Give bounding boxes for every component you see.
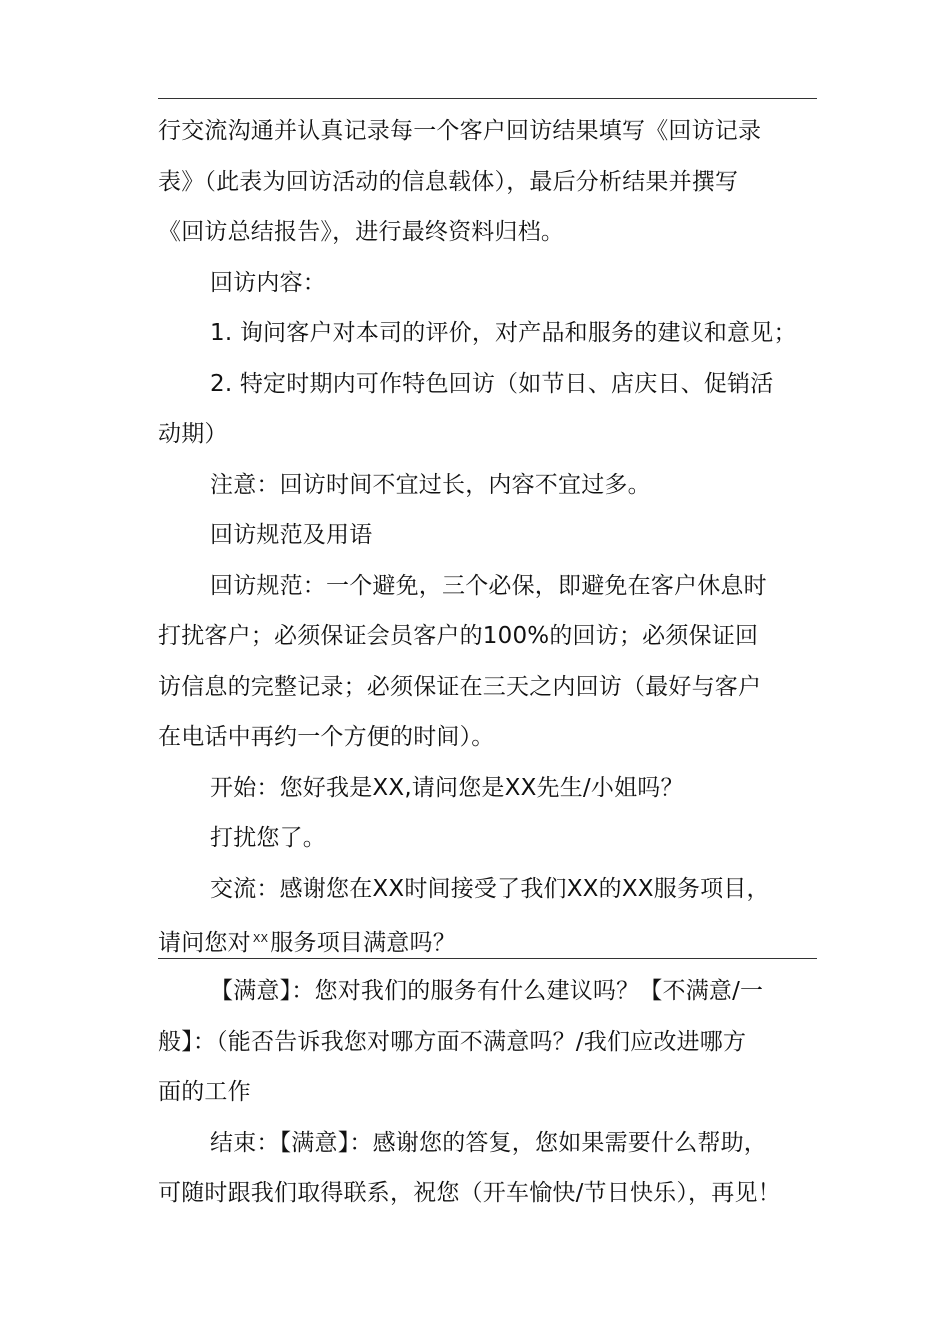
paragraph-line: 在电话中再约一个方便的时间）。 [158, 724, 495, 750]
text-fragment: 服务项目满意吗？ [270, 930, 456, 956]
script-closing-continued: 可随时跟我们取得联系，祝您（开车愉快/节日快乐），再见！ [158, 1180, 781, 1206]
middle-divider [158, 958, 817, 959]
top-divider [158, 98, 817, 99]
document-body-upper [158, 106, 826, 965]
small-placeholder-text: XX [252, 932, 269, 945]
script-exchange: 交流：感谢您在XX时间接受了我们XX的XX服务项目， [210, 875, 770, 902]
heading-visit-content: 回访内容： [210, 269, 326, 296]
script-exchange-continued [158, 914, 826, 965]
script-response: 【满意】：您对我们的服务有什么建议吗？【不满意/一 [210, 978, 764, 1004]
text-fragment: 请问您对 [158, 930, 251, 956]
paragraph-line: 行交流沟通并认真记录每一个客户回访结果填写《回访记录 [158, 118, 762, 144]
document-body-lower [158, 966, 826, 1219]
script-response-continued: 般】：（能否告诉我您对哪方面不满意吗？/我们应改进哪方 [158, 1028, 747, 1055]
paragraph-line: 表》（此表为回访活动的信息载体），最后分析结果并撰写 [158, 168, 739, 195]
list-item-1: 1. 询问客户对本司的评价，对产品和服务的建议和意见； [210, 320, 797, 346]
list-item-2-continued: 动期） [158, 421, 228, 447]
paragraph-line: 《回访总结报告》，进行最终资料归档。 [158, 219, 565, 245]
script-opening-continued: 打扰您了。 [210, 825, 326, 851]
paragraph-line: 打扰客户；必须保证会员客户的100%的回访；必须保证回 [158, 623, 759, 649]
script-closing: 结束：【满意】：感谢您的答复，您如果需要什么帮助， [210, 1129, 767, 1156]
paragraph-line: 回访规范：一个避免，三个必保，即避免在客户休息时 [210, 572, 767, 599]
note-line: 注意：回访时间不宜过长，内容不宜过多。 [210, 471, 651, 498]
list-item-2: 2. 特定时期内可作特色回访（如节日、店庆日、促销活 [210, 370, 774, 397]
script-opening: 开始：您好我是XX,请问您是XX先生/小姐吗？ [210, 774, 684, 801]
script-response-continued: 面的工作 [158, 1079, 251, 1105]
heading-visit-standards: 回访规范及用语 [210, 522, 373, 548]
paragraph-line: 访信息的完整记录；必须保证在三天之内回访（最好与客户 [158, 673, 762, 700]
